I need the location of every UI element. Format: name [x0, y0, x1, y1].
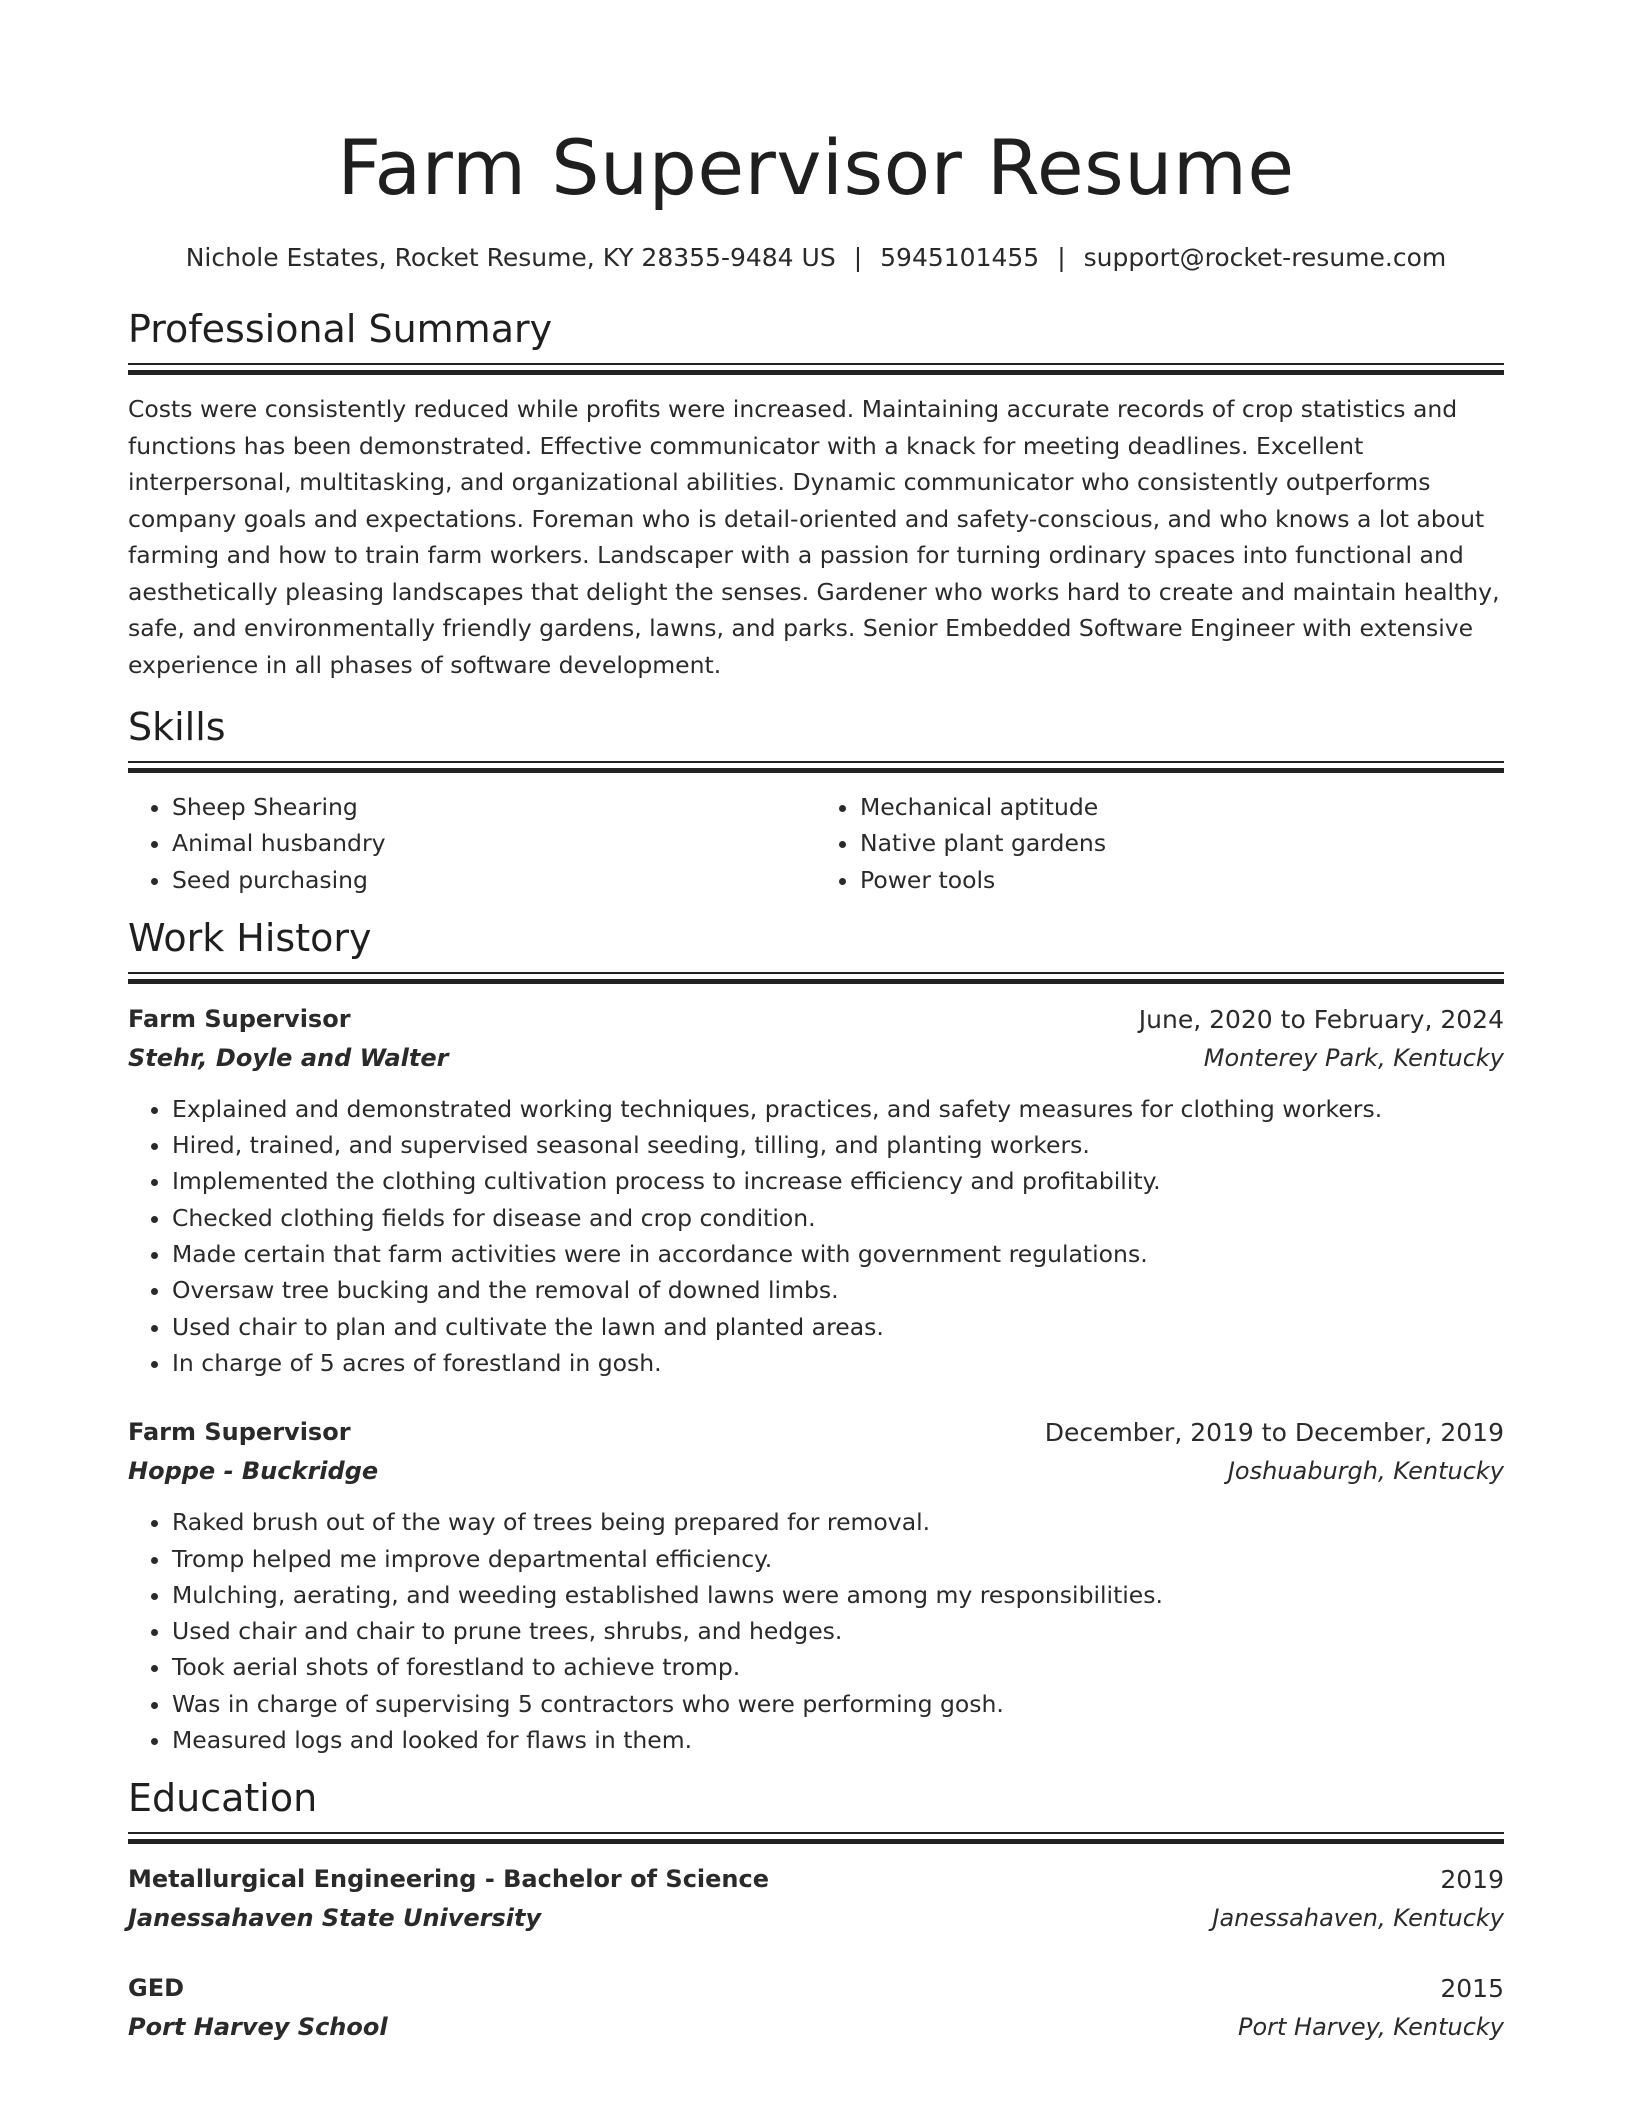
list-item: • In charge of 5 acres of forestland in gosh.	[172, 1345, 1504, 1381]
job-company: Stehr, Doyle and Walter	[128, 1043, 449, 1072]
skills-list	[128, 789, 1504, 898]
section-divider	[128, 363, 1504, 375]
education-year: 2019	[1440, 1865, 1504, 1895]
job-entry	[128, 1000, 1504, 1381]
job-location: Monterey Park, Kentucky	[1203, 1043, 1504, 1072]
skill-item: • Animal husbandry	[172, 825, 816, 861]
contact-line	[128, 240, 1504, 276]
section-divider	[128, 1832, 1504, 1844]
list-item: • Raked brush out of the way of trees being prepared for removal.	[172, 1504, 1504, 1540]
education-location: Janessahaven, Kentucky	[1212, 1904, 1504, 1933]
contact-separator: |	[853, 243, 863, 272]
list-item: • Took aerial shots of forestland to achieve tromp.	[172, 1649, 1504, 1685]
job-entry	[128, 1413, 1504, 1758]
education-entry	[128, 1860, 1504, 1937]
skill-item: • Sheep Shearing	[172, 789, 816, 825]
education-entry	[128, 1969, 1504, 2046]
list-item: • Tromp helped me improve departmental efficiency.	[172, 1541, 1504, 1577]
job-location: Joshuaburgh, Kentucky	[1227, 1457, 1504, 1486]
education-school: Port Harvey School	[128, 2013, 388, 2042]
job-bullets	[128, 1091, 1504, 1381]
education-location: Port Harvey, Kentucky	[1237, 2013, 1504, 2042]
list-item: • Used chair to plan and cultivate the lawn and planted areas.	[172, 1309, 1504, 1345]
summary-section	[128, 305, 1504, 683]
job-title: Farm Supervisor	[128, 1418, 351, 1447]
education-year: 2015	[1440, 1974, 1504, 2004]
job-dates: June, 2020 to February, 2024	[1138, 1004, 1504, 1034]
education-degree: GED	[128, 1974, 185, 2003]
section-divider	[128, 761, 1504, 773]
skill-item: • Power tools	[860, 862, 1504, 898]
list-item: • Explained and demonstrated working techniques, practices, and safety measures for clothing workers.	[172, 1091, 1504, 1127]
list-item: • Implemented the clothing cultivation process to increase efficiency and profitability.	[172, 1163, 1504, 1199]
education-section	[128, 1774, 1504, 2046]
list-item: • Oversaw tree bucking and the removal of downed limbs.	[172, 1272, 1504, 1308]
education-heading: Education	[128, 1776, 318, 1821]
education-degree: Metallurgical Engineering - Bachelor of Science	[128, 1865, 770, 1894]
summary-heading: Professional Summary	[128, 307, 553, 351]
list-item: • Mulching, aerating, and weeding established lawns were among my responsibilities.	[172, 1577, 1504, 1613]
contact-phone: 5945101455	[880, 243, 1040, 272]
skill-item: • Seed purchasing	[172, 862, 816, 898]
job-company: Hoppe - Buckridge	[128, 1457, 379, 1486]
list-item: • Used chair and chair to prune trees, shrubs, and hedges.	[172, 1613, 1504, 1649]
skills-column-right	[816, 789, 1504, 898]
job-bullets	[128, 1504, 1504, 1758]
contact-separator: |	[1057, 243, 1066, 272]
education-school: Janessahaven State University	[128, 1904, 542, 1933]
list-item: • Was in charge of supervising 5 contractors who were performing gosh.	[172, 1686, 1504, 1722]
resume-title: Farm Supervisor Resume	[337, 123, 1295, 212]
summary-text: Costs were consistently reduced while profits were increased. Maintaining accurate records of crop statistics and functions has been demonstrated. Effective communicator with a knack for meeting deadlines. Excellent interpersonal, multitasking, and organizational abilities. Dynamic communicator who consistently outperforms company goals and expectations. Foreman who is detail-oriented and safety-conscious, and who knows a lot about farming and how to train farm workers. Landscaper with a passion for turning ordinary spaces into functional and aesthetically pleasing landscapes that delight the senses. Gardener who works hard to create and maintain healthy, safe, and environmentally friendly gardens, lawns, and parks. Senior Embedded Software Engineer with extensive experience in all phases of software development.	[128, 395, 1500, 679]
skill-item: • Mechanical aptitude	[860, 789, 1504, 825]
job-dates: December, 2019 to December, 2019	[1044, 1418, 1504, 1448]
job-title: Farm Supervisor	[128, 1004, 351, 1033]
section-divider	[128, 972, 1504, 984]
work-section	[128, 914, 1504, 1758]
list-item: • Hired, trained, and supervised seasonal seeding, tilling, and planting workers.	[172, 1127, 1504, 1163]
skills-heading: Skills	[128, 705, 226, 749]
list-item: • Measured logs and looked for flaws in them.	[172, 1722, 1504, 1758]
list-item: • Made certain that farm activities were in accordance with government regulations.	[172, 1236, 1504, 1272]
contact-address: Nichole Estates, Rocket Resume, KY 28355-9484 US	[185, 243, 836, 272]
skill-item: • Native plant gardens	[860, 825, 1504, 861]
work-heading: Work History	[128, 915, 372, 960]
skills-column-left	[128, 789, 816, 898]
contact-email: support@rocket-resume.com	[1083, 243, 1447, 272]
list-item: • Checked clothing fields for disease and crop condition.	[172, 1200, 1504, 1236]
skills-section	[128, 703, 1504, 898]
